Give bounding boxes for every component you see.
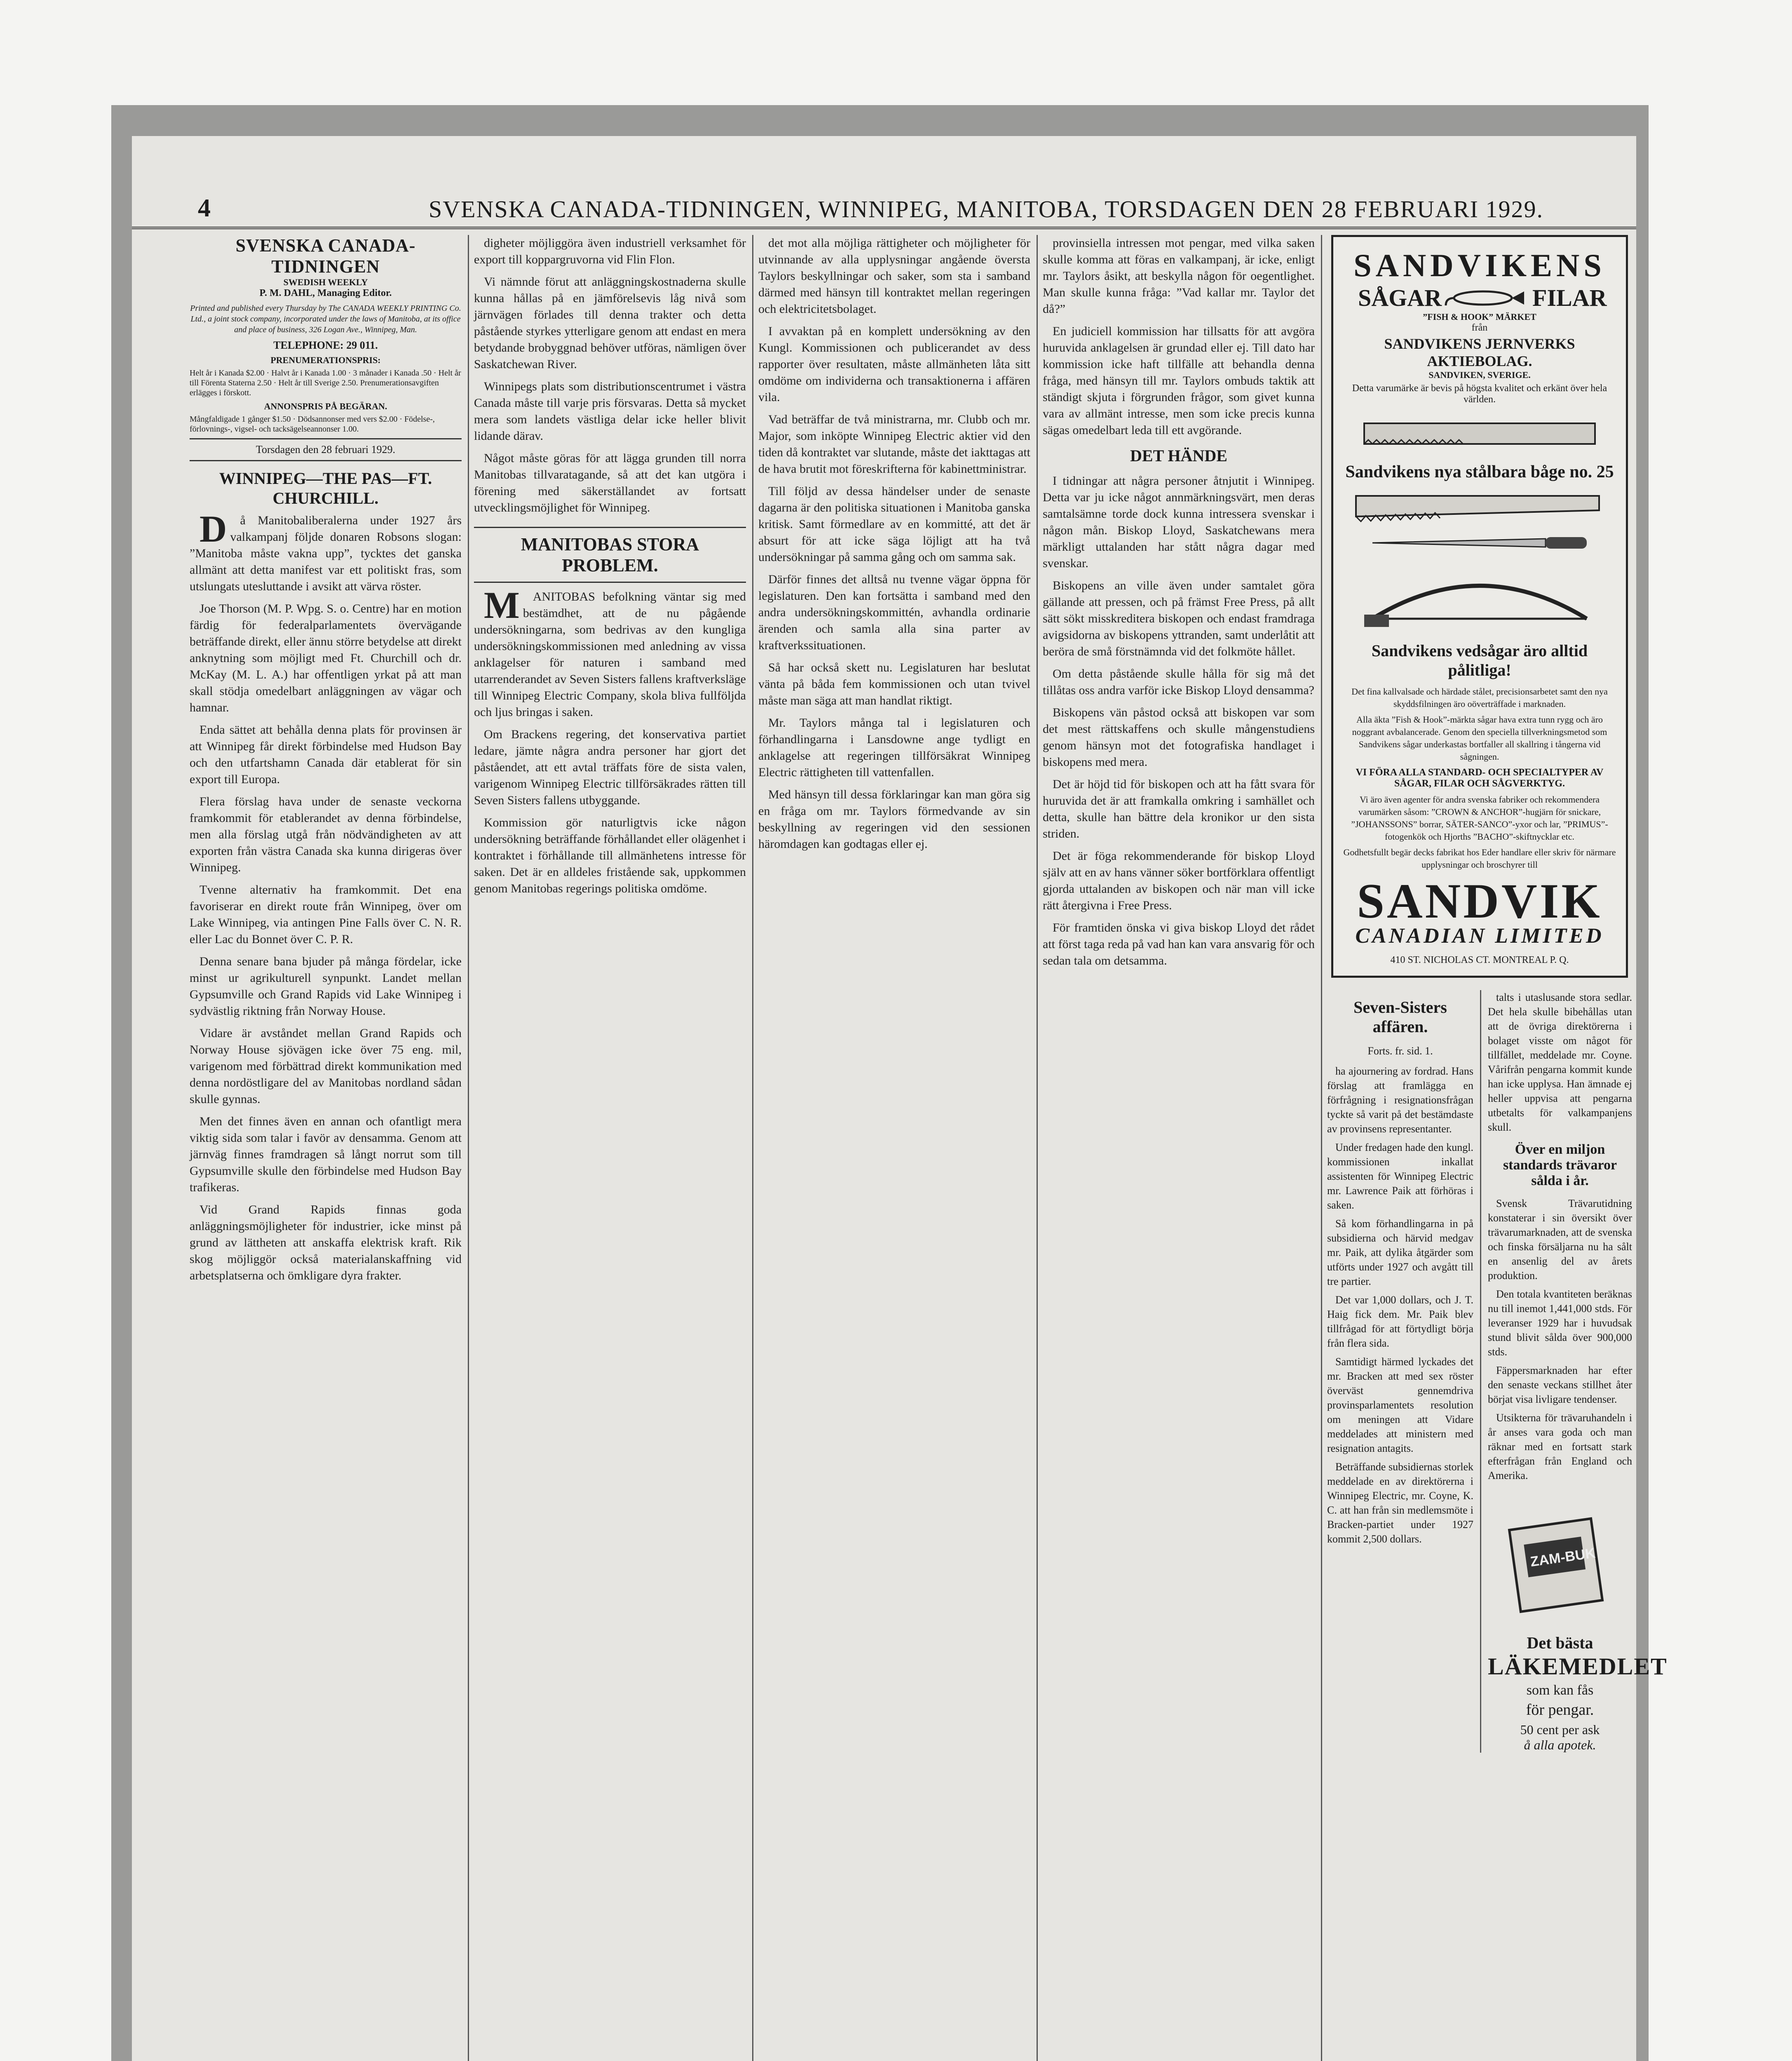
paragraph: Winnipegs plats som distributionscentrumet i västra Canada måste till varje pris försvaras. Detta så mycket mera som landets västliga delar icke heller blivit lidande därav. (474, 380, 746, 443)
article-body (474, 584, 746, 897)
masthead-publisher: Printed and published every Thursday by The CANADA WEEKLY PRINTING Co. Ltd., a joint stock company, incorporated under the laws of Manitoba, at its office and place of business, 326 Logan Ave., Winnipeg, Man. (190, 304, 461, 334)
paragraph: Vad beträffar de två ministrarna, mr. Clubb och mr. Major, som inköpte Winnipeg Electric aktier vid den tiden då kontraktet var slutande, måste det iakttagas att de hava brutit mot föreskrifterna för kabinettministrar. (758, 413, 1030, 476)
paragraph: det mot alla möjliga rättigheter och möjligheter för utvinnande av alla upplysningar angående översta Taylors beskyllningar och saker, som sta i samband därmed med hänsyn till kontraktet mellan regeringen och elektricitetsbolaget. (758, 236, 1030, 316)
paragraph: Det är höjd tid för biskopen och att ha fått svara för huruvida det är att framkalla omkring i samhället och detta, skulle han bättre dela kronikor ur den sista striden. (1043, 777, 1315, 840)
column-rule (752, 235, 753, 2061)
ad-logo-sub: CANADIAN LIMITED (1355, 924, 1604, 948)
column-rule (468, 235, 469, 2061)
hacksaw-blade-icon (1356, 411, 1603, 456)
paragraph: Men det finnes även en annan och ofantligt mera viktig sida som talar i favör av densamma. Genom att järnväg finnes framdragen så långt norrut som till Gypsumville skulle den förbindelse med Hudson Bay trafikeras. (190, 1115, 462, 1194)
paragraph: Därför finnes det alltså nu tvenne vägar öppna för legislaturen. Den kan fortsätta i samband med den andra undersökningskommittén, avhandla ordinarie ärenden och samla alla sina parter av kraftverkssituationen. (758, 573, 1030, 652)
continued-note: Forts. fr. sid. 1. (1367, 1045, 1433, 1057)
paragraph: Något måste göras för att lägga grunden till norra Manitobas tillvaratagande, så att det kan utgöra i förening med säkerställandet av fortsatt utvecklingsmöjlighet för Winnipeg. (474, 451, 746, 514)
ad-text: Vi äro även agenter för andra svenska fabriker och rekommendera varumärken såsom: ”CROWN & ANCHOR”-hugjärn för snickare, ”JOHANSSONS” borrar, SÄTER-SANCO”-yxor och lar, ”PRIMUS”-fotogenkök och Hjorths ”BACHO”-skiftnycklar etc. (1351, 794, 1608, 842)
page-number: 4 (198, 194, 211, 222)
paragraph: Biskopens an ville även under samtalet göra gällande att pressen, och på främst Free Press, på allt sätt sökt misskreditera biskopen och endast framdraga avigsidorna av biskopens yttranden, samt underlåtit att beröra de små förstnämnda vid det folkmöte hållet. (1043, 579, 1315, 658)
zambuk-box-icon (1498, 1499, 1622, 1623)
paragraph: Enda sättet att behålla denna plats för provinsen är att Winnipeg får direkt förbindelse med Hudson Bay och den utfartshamn Canada där etablerat för sin export till Europa. (190, 723, 462, 786)
lower-columns (1327, 990, 1668, 1753)
ad-logo: SANDVIK (1357, 873, 1602, 928)
zambuk-box-label: ZAM-BUK (1529, 1545, 1597, 1570)
article-headline: MANITOBAS STORA PROBLEM. (474, 527, 746, 583)
paragraph: Mr. Taylors många tal i legislaturen och förhandlingarna i Lansdowne ange tydligt en anklagelse att regeringen tillförsäkrat Winnipeg Electric rättigheten till vattenfallen. (758, 716, 1030, 779)
sandvik-advertisement (1331, 235, 1628, 978)
article-headline: DET HÄNDE (1130, 446, 1227, 465)
paragraph: talts i utaslusande stora sedlar. Det hela skulle bibehållas utan att de övriga direktörerna i bolaget visste om något för tillfället, meddelade mr. Coyne. Vårifrån pengarna kommit kunde han icke upplysa. Han ämnade ej heller uppvisa att pengarna utbetalts för valkampanjens skull. (1488, 991, 1632, 1133)
ad-location: SANDVIKEN, SVERIGE. (1428, 370, 1531, 380)
paragraph: å Manitobaliberalerna under 1927 års valkampanj följde donaren Robsons slogan: ”Manitoba måste vakna upp”, tycktes det ganska allmänt att detta manifest var ett politiskt fras, som utslungats utesluttande i avsikt att värva röster. (190, 514, 462, 593)
paragraph: Till följd av dessa händelser under de senaste dagarna är den politiska situationen i Manitoba ganska kritisk. Samt förmedlare av en kommitté, att det är absurt för att icke säga löjligt att ha två undersökningar på samma gång och om samma sak. (758, 484, 1030, 564)
article-body (1327, 1064, 1473, 1546)
zambuk-line: Det bästa (1527, 1634, 1593, 1652)
right-narrow-column (1481, 990, 1668, 1753)
article-body (474, 235, 746, 516)
zambuk-line: som kan fås (1526, 1683, 1594, 1698)
column-2 (474, 235, 746, 2061)
ad-company: SANDVIKENS JERNVERKS AKTIEBOLAG. (1384, 336, 1575, 369)
article-headline: Över en miljon standards trävaror sålda i år. (1503, 1142, 1617, 1188)
file-tool-icon (1364, 531, 1595, 555)
zambuk-line: för pengar. (1526, 1701, 1594, 1718)
paragraph: ANITOBAS befolkning väntar sig med bestämdhet, att de nu pågående undersökningarna, som bedrivas av den kungliga undersökningskommissionen med anledning av vissa anklagelser för naturen i samband med utarrenderandet av Seven Sisters fallens kraftverksläge till Winnipeg Electric Company, skola bliva fullföljda och ljus bringas i saken. (474, 590, 746, 719)
paragraph: I avvaktan på en komplett undersökning av den Kungl. Kommissionen och publicerandet av dess rapporter över resultaten, måste allmänheten låta sitt omdöme om individerna och transaktionerna i affären vila. (758, 324, 1030, 404)
article-headline: WINNIPEG—THE PAS—FT. CHURCHILL. (219, 469, 432, 507)
paragraph: Kommission gör naturligtvis icke någon undersökning beträffande förhållandet eller olägenhet i kontraktet i förhållande till allmänhetens intresse för saken. Det är en alldeles fristående sak, uppkommen genom Manitobas regerings politiska omdöme. (474, 816, 746, 895)
ad-saws-label: SÅGAR (1358, 284, 1442, 311)
paragraph: En judiciell kommission har tillsatts för att avgöra huruvida anklagelsen är grundad eller ej. Till dato har kommission icke haft tillfälle att behandla denna fråga, med hänsyn till mr. Taylors ombuds taktik att ständigt skjuta i förgrunden frågor, som givet kunna vara av allmänt intresse, men som icke precis kunna sägas omedelbart leda till ett avgörande. (1043, 324, 1315, 437)
ads-heading: ANNONSPRIS PÅ BEGÄRAN. (264, 401, 387, 411)
masthead (190, 235, 462, 439)
zambuk-advertisement (1488, 1499, 1668, 1753)
bow-saw-icon (1356, 561, 1603, 635)
paragraph: Med hänsyn till dessa förklaringar kan man göra sig en fråga om mr. Taylors förmedvande av sin beskyllning av regeringen vid den sessionen häromdagen kan godtagas eller ej. (758, 788, 1030, 851)
ad-product-2: Sandvikens vedsågar äro alltid pålitliga! (1371, 641, 1588, 679)
ad-product-line (1342, 284, 1618, 312)
zambuk-line: å alla apotek. (1524, 1737, 1596, 1752)
subscription-heading: PRENUMERATIONSPRIS: (270, 355, 381, 365)
paragraph: Svensk Trävarutidning konstaterar i sin översikt över trävarumarknaden, att de svenska och finska försäljarna nu ha sålt en ansenlig del av årets produktion. (1488, 1197, 1632, 1282)
paragraph: Tvenne alternativ ha framkommit. Det ena favoriserar en direkt route från Winnipeg, över om Lake Winnipeg, via antingen Pine Falls över C. N. R. eller Lac du Bonnet över C. P. R. (190, 883, 462, 946)
article-body (1488, 1196, 1632, 1483)
column-1 (190, 235, 462, 2061)
article-body (758, 235, 1030, 852)
paragraph: Utsikterna för trävaruhandeln i år anses vara goda och man räknar med en fortsatt stark efterfrågan från England och Amerika. (1488, 1412, 1632, 1481)
paragraph: Det var 1,000 dollars, och J. T. Haig fick dem. Mr. Paik blev tillfrågad för att förtydligt börja från flera sida. (1327, 1294, 1473, 1349)
paragraph: Vid Grand Rapids finnas goda anläggningsmöjligheter för industrier, icke minst på grund av lättheten att anskaffa elektrisk kraft. Rik skog möjliggör också materialanskaffning vid arbetsplatserna och ömkligare dyra frakter. (190, 1203, 462, 1282)
article-body (1043, 235, 1315, 439)
paragraph: Om detta påstående skulle hålla för sig må det tillåtas oss andra varför icke Biskop Lloyd densamma? (1043, 667, 1315, 697)
column-rule (1321, 235, 1322, 2061)
paragraph: Fäppersmarknaden har efter den senaste veckans stillhet åter börjat visa livligare tendenser. (1488, 1364, 1632, 1405)
column-3 (758, 235, 1030, 2061)
paragraph: Flera förslag hava under de senaste veckorna framkommit för etablerandet av denna förbindelse, men alla förslag utgå från nödvändigheten av att exporten från västra Canada ska kunna dirigeras över Winnipeg. (190, 795, 462, 874)
paragraph: ha ajournering av fordrad. Hans förslag att framlägga en förfrågning i resignationsfrågan tyckte så varit på det bestämdaste av provinsens representanter. (1327, 1065, 1473, 1135)
seven-sisters-column (1327, 990, 1481, 1753)
running-header (132, 190, 1636, 229)
ads-text: Mångfaldigade 1 gånger $1.50 · Dödsannonser med vers $2.00 · Födelse-, förlovnings-, vigsel- och tacksägelseannonser 1.00. (190, 415, 435, 434)
paragraph: Samtidigt härmed lyckades det mr. Bracken att med sex röster överväst gennemdriva provinsparlamentets resolution om meningen att Vidare meddelades att ministern med resignation antagits. (1327, 1356, 1473, 1454)
article-headline: Seven-Sisters affären. (1353, 998, 1447, 1036)
paragraph: Så kom förhandlingarna in på subsidierna och härvid medgav mr. Paik, att dylika åtgärder som utförts under 1927 och avgått till tre partier. (1327, 1218, 1473, 1287)
ad-trademark: ”FISH & HOOK” MÄRKET (1423, 312, 1536, 322)
running-head: SVENSKA CANADA-TIDNINGEN, WINNIPEG, MANITOBA, TORSDAGEN DEN 28 FEBRUARI 1929. (429, 196, 1543, 223)
drop-cap: M (484, 584, 520, 626)
fish-hook-logo-icon (1442, 286, 1532, 310)
newspaper-page (132, 136, 1668, 2061)
ad-text: Godhetsfullt begär decks fabrikat hos Eder handlare eller skriv för närmare upplysningar och broschyrer till (1343, 847, 1616, 870)
article-body (1488, 990, 1632, 1134)
zambuk-line: LÄKEMEDLET (1488, 1653, 1668, 1680)
paragraph: digheter möjliggöra även industriell verksamhet för export till koppargruvorna vid Flin Flon. (474, 236, 746, 266)
zambuk-line: 50 cent per ask (1520, 1722, 1600, 1737)
ad-from: från (1471, 322, 1488, 333)
paragraph: provinsiella intressen mot pengar, med vilka saken skulle komma att föras en valkampanj, är icke, enligt mr. Taylors åsikt, att beskylla någon för oegentlighet. Man skulle kunna fråga: ”Vad kallar mr. Taylor det då?” (1043, 236, 1315, 316)
column-4 (1043, 235, 1315, 2061)
crosscut-saw-icon (1352, 488, 1607, 525)
ad-tagline: Detta varumärke är bevis på högsta kvalitet och erkänt över hela världen. (1352, 383, 1607, 405)
article-body (190, 508, 462, 1284)
ad-files-label: FILAR (1532, 284, 1607, 311)
drop-cap: D (199, 508, 227, 550)
masthead-telephone: TELEPHONE: 29 011. (273, 339, 378, 351)
column-rule (1037, 235, 1038, 2061)
column-5 (1327, 235, 1668, 2061)
paragraph: Vi nämnde förut att anläggningskostnaderna skulle kunna hållas på en jämförelsevis låg nivå som järnvägen förlades till denna trakter och detta påstående styrkes ytterligare genom att endast en mera betydande brobyggnad behöver utföras, nämligen över Saskatchewan River. (474, 275, 746, 371)
ad-text: Det fina kallvalsade och härdade stålet, precisionsarbetet samt den nya skyddsfilningen äro oöverträffade i marknaden. (1351, 686, 1608, 709)
paragraph: Denna senare bana bjuder på många fördelar, icke minst ur agrikulturell synpunkt. Landet mellan Gypsumville och Grand Rapids vid Lake Winnipeg i sydvästlig riktning från Norway House. (190, 955, 462, 1018)
paragraph: För framtiden önska vi giva biskop Lloyd det rådet att först taga reda på vad han kan vara ansvarig för och sedan tala om detsamma. (1043, 921, 1315, 967)
paragraph: Vidare är avståndet mellan Grand Rapids och Norway House sjövägen icke över 75 eng. mil, varigenom med förbättrad direkt kommunikation med denna nordöstligare del av Manitobas nordland sådan skulle gynnas. (190, 1026, 462, 1106)
ad-text: Alla äkta ”Fish & Hook”-märkta sågar hava extra tunn rygg och äro noggrant avbalancerade. Genom den speciella tillverkningsmetod som Sandvikens sågar underkastas bortfaller all skallring i tångerna vid sågningen. (1352, 714, 1607, 762)
paragraph: Om Brackens regering, det konservativa partiet ledare, jämte några andra personer har gjort det påståendet, att ett avtal träffats före de sista valen, varigenom Winnipeg Electric tillförsäkrades rätten till Seven Sisters fallens utbyggande. (474, 728, 746, 807)
masthead-title: SVENSKA CANADA-TIDNINGEN (235, 235, 416, 277)
paragraph: Joe Thorson (M. P. Wpg. S. o. Centre) har en motion färdig för federalparlamentets övervägande beträffande direkt, eller ännu större betydelse att direkt anknytning som möjligt med Ft. Churchill och dr. McKay (M. L. A.) har offentligen yrkat på att man skall stödja omedelbart anläggningen av vägar och hamnar. (190, 602, 462, 714)
paragraph: I tidningar att några personer åtnjutit i Winnipeg. Detta var ju icke något annmärkningsvärt, men deras samtalsämne torde dock kunna intressera svenskar i någon mån. Biskop Lloyd, Saskatchewans mera märkligt uttalanden har stått några dagar med svenskar. (1043, 474, 1315, 570)
ad-product-1: Sandvikens nya stålbara båge no. 25 (1345, 462, 1614, 481)
paragraph: Biskopens vän påstod också att biskopen var som det mest rättskaffens och skulle mångenstudiens genom hänsyn mot det fotografiska handlaget i biskopens med mera. (1043, 706, 1315, 769)
ad-text: VI FÖRA ALLA STANDARD- OCH SPECIALTYPER AV SÅGAR, FILAR OCH SÅGVERKTYG. (1356, 767, 1604, 789)
paragraph: Beträffande subsidiernas storlek meddelade en av direktörerna i Winnipeg Electric, mr. Coyne, K. C. att han från sin medlemsmöte i Bracken-partiet under 1927 kommit 2,500 dollars. (1327, 1461, 1473, 1545)
dateline: Torsdagen den 28 februari 1929. (190, 439, 462, 461)
paragraph: Under fredagen hade den kungl. kommissionen inkallat assistenten för Winnipeg Electric mr. Lawrence Paik att förhöras i saken. (1327, 1141, 1473, 1211)
masthead-subtitle: SWEDISH WEEKLY (283, 277, 368, 287)
subscription-text: Helt år i Kanada $2.00 · Halvt år i Kanada 1.00 · 3 månader i Kanada .50 · Helt år till Förenta Staterna 2.50 · Helt år till Sverige 2.50. Prenumerationsavgiften erlägges i förskott. (190, 369, 461, 397)
paragraph: Det är föga rekommenderande för biskop Lloyd själv att en av hans vänner söker bortförklara offentligt gjorda uttalanden av biskopen och när man vill icke rätt återgivna i Free Press. (1043, 849, 1315, 912)
ad-brand: SANDVIKENS (1353, 247, 1606, 283)
masthead-editor: P. M. DAHL, Managing Editor. (259, 288, 392, 298)
paragraph: Den totala kvantiteten beräknas nu till inemot 1,441,000 stds. För leveranser 1929 har i huvudsak stund blivit sålda över 900,000 stds. (1488, 1288, 1632, 1358)
article-body (1043, 473, 1315, 969)
ad-address: 410 ST. NICHOLAS CT. MONTREAL P. Q. (1390, 955, 1569, 965)
paragraph: Så har också skett nu. Legislaturen har beslutat vänta på båda fem kommissionen och utan tvivel måste man säga att man handlat riktigt. (758, 661, 1030, 707)
